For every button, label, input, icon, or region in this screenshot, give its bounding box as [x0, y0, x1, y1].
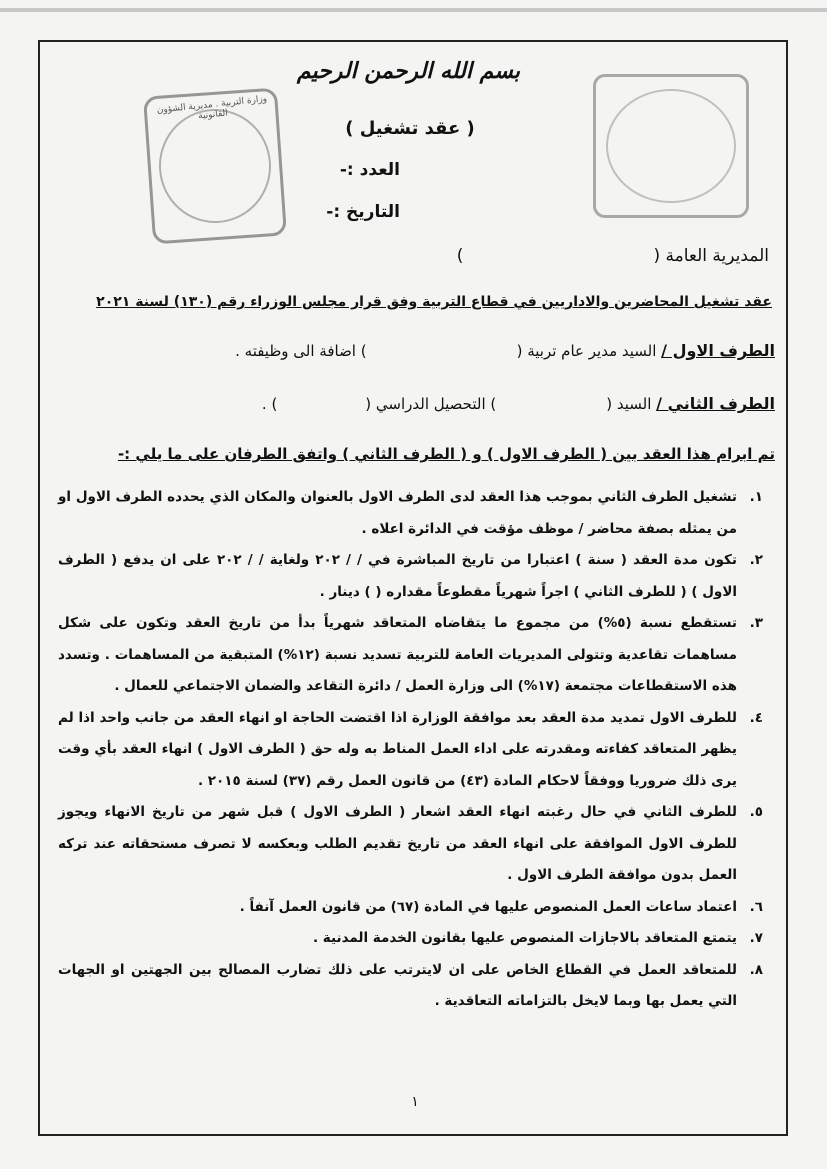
directorate-line: [457, 246, 769, 266]
clause-text: للطرف الاول تمديد مدة العقد بعد موافقة الوزارة اذا اقتضت الحاجة او انهاء العقد من جانب واحد اذا لم يظهر المتعاقد كفاءته ومقدرته على اداء العمل المناط به وله حق ( الطرف الاول ) انهاء العقد بأي وقت يرى ذلك ضروريا ووفقاً لاحكام المادة (٤٣) من قانون العمل رقم (٣٧) لسنة ٢٠١٥ .: [58, 709, 737, 789]
clause-item: [58, 892, 763, 924]
clause-number: ١.: [749, 489, 763, 505]
clause-number: ٨.: [749, 961, 763, 978]
party-one-text-b: ) اضافة الى وظيفته .: [235, 342, 367, 360]
party-two-text-b: ) التحصيل الدراسي (: [365, 395, 497, 413]
clause-text: يتمتع المتعاقد بالاجازات المنصوص عليها بقانون الخدمة المدنية .: [312, 930, 737, 946]
stamp-text: وزارة التربية . مديرية الشؤون القانونية: [156, 94, 268, 122]
clause-number: ٧.: [749, 930, 763, 946]
number-label: العدد :-: [339, 160, 400, 180]
clause-text: للمتعاقد العمل في القطاع الخاص على ان لايترتب على ذلك تضارب المصالح بين الجهتين او الجهات التي يعمل بها وبما لايخل بالتزاماته التعاقدية .: [58, 961, 737, 1009]
clause-number: ٦.: [749, 898, 763, 915]
official-stamp-right: [593, 74, 749, 218]
clause-item: [58, 608, 763, 703]
clause-item: [58, 703, 763, 798]
document-title: ( عقد تشغيل ): [345, 118, 475, 139]
page-number: ١: [411, 1094, 419, 1110]
clause-number: ٤.: [749, 709, 763, 726]
clause-text: للطرف الثاني في حال رغبته انهاء العقد اشعار ( الطرف الاول ) قبل شهر من تاريخ الانهاء ويجوز للطرف الاول الموافقة على انهاء العقد من تاريخ تقديم الطلب وبعكسه لا تصرف مستحقاته عند تركه العمل بدون موافقة الطرف الاول .: [58, 804, 737, 883]
party-one-line: [235, 341, 775, 360]
date-label: التاريخ :-: [326, 202, 400, 222]
clause-number: ٥.: [749, 804, 763, 820]
party-one-text-a: السيد مدير عام تربية (: [516, 342, 662, 360]
clause-number: ٢.: [749, 552, 763, 568]
directorate-label: المديرية العامة (: [653, 246, 769, 266]
contract-heading: عقد تشغيل المحاضرين والاداريين في قطاع التربية وفق قرار مجلس الوزراء رقم (١٣٠) لسنة ٢٠٢١: [96, 294, 772, 310]
party-one-label: الطرف الاول /: [661, 341, 775, 360]
clause-text: تستقطع نسبة (٥%) من مجموع ما يتقاضاه المتعاقد شهرياً بدأ من تاريخ العقد وتكون على شكل مساهمات تقاعدية وتتولى المديريات العامة للتربية تسديد نسبة (١٢%) المتبقية من المساهمات . وتسدد هذه الاستقطاعات مجتمعة (١٧%) الى وزارة العمل / دائرة التقاعد والضمان الاجتماعي للعمال .: [58, 615, 738, 694]
clause-item: [58, 797, 763, 892]
agreement-line: تم ابرام هذا العقد بين ( الطرف الاول ) و ( الطرف الثاني ) واتفق الطرفان على ما يلي :-: [117, 445, 775, 463]
clause-text: تكون مدة العقد ( سنة ) اعتبارا من تاريخ المباشرة في / / ٢٠٢ ولغاية / / ٢٠٢ على ان يدفع ( الطرف الاول ) ( للطرف الثاني ) اجراً شهرياً مقطوعاً مقداره ( ) دينار .: [58, 552, 737, 600]
clause-item: [58, 955, 763, 1018]
clause-number: ٣.: [749, 615, 763, 631]
party-two-text-a: السيد (: [606, 395, 657, 413]
clause-text: تشغيل الطرف الثاني بموجب هذا العقد لدى الطرف الاول بالعنوان والمكان الذي يحدده الطرف الاول او من يمثله بصفة محاضر / موظف مؤقت في الدائرة اعلاه .: [58, 489, 737, 537]
party-two-text-c: ) .: [261, 395, 278, 413]
directorate-close: ): [456, 246, 464, 266]
party-two-line: [262, 394, 775, 413]
basmala: بسم الله الرحمن الرحيم: [296, 58, 520, 84]
scan-edge: [0, 8, 827, 12]
clause-text: اعتماد ساعات العمل المنصوص عليها في المادة (٦٧) من قانون العمل آنفاً .: [239, 898, 737, 915]
party-two-label: الطرف الثاني /: [656, 394, 775, 413]
clause-item: [58, 545, 763, 608]
clause-item: [58, 482, 763, 545]
contract-clauses: [58, 482, 763, 1018]
clause-item: [58, 923, 763, 955]
